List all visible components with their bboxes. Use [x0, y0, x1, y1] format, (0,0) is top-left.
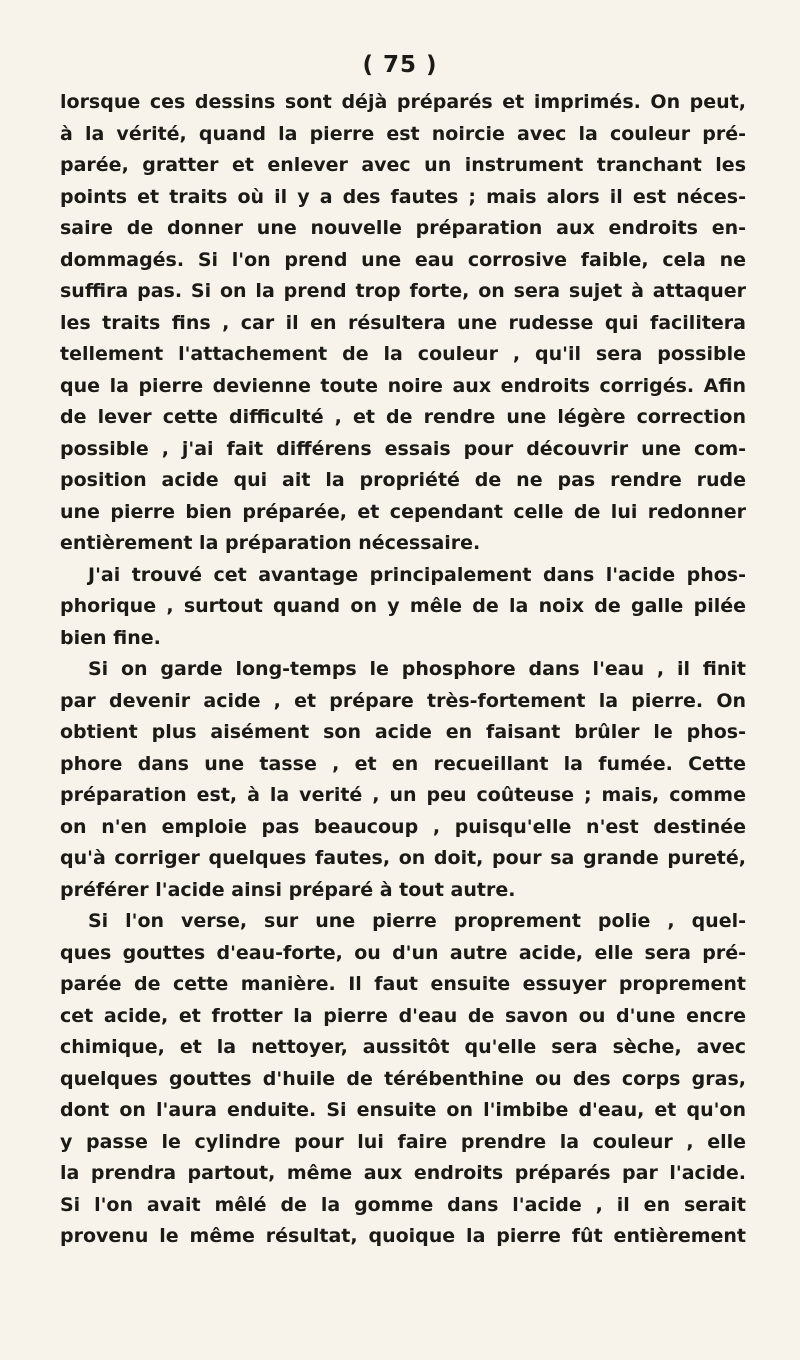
text-line: on n'en emploie pas beaucoup , puisqu'elle n'est destinée: [60, 815, 746, 838]
paragraph-3: [60, 654, 746, 906]
text-line: y passe le cylindre pour lui faire prendre la couleur , elle: [60, 1130, 746, 1153]
text-line: Si l'on avait mêlé de la gomme dans l'acide , il en serait: [60, 1193, 746, 1216]
page-number: ( 75 ): [362, 52, 438, 78]
text-line: points et traits où il y a des fautes ; mais alors il est néces-: [60, 185, 746, 208]
text-line: dont on l'aura enduite. Si ensuite on l'imbibe d'eau, et qu'on: [60, 1099, 746, 1121]
text-line: qu'à corriger quelques fautes, on doit, pour sa grande pureté,: [60, 847, 746, 869]
text-line: saire de donner une nouvelle préparation aux endroits en-: [60, 217, 746, 239]
text-line: ques gouttes d'eau-forte, ou d'un autre acide, elle sera pré-: [60, 941, 746, 964]
text-line: Si l'on verse, sur une pierre proprement polie , quel-: [88, 910, 746, 932]
text-line: préférer l'acide ainsi préparé à tout autre.: [60, 878, 516, 901]
text-line: chimique, et la nettoyer, aussitôt qu'elle sera sèche, avec: [60, 1036, 746, 1058]
text-line: Si on garde long-temps le phosphore dans l'eau , il finit: [88, 658, 746, 680]
text-line: phorique , surtout quand on y mêle de la noix de galle pilée: [60, 595, 746, 617]
text-line: provenu le même résultat, quoique la pierre fût entièrement: [60, 1225, 746, 1247]
text-line: phore dans une tasse , et en recueillant la fumée. Cette: [60, 752, 746, 775]
text-line: à la vérité, quand la pierre est noircie avec la couleur pré-: [60, 122, 746, 145]
page-body: [60, 87, 746, 1253]
text-line: préparation est, à la verité , un peu coûteuse ; mais, comme: [60, 784, 746, 806]
text-line: parée, gratter et enlever avec un instrument tranchant les: [60, 154, 746, 176]
text-line: suffira pas. Si on la prend trop forte, on sera sujet à attaquer: [60, 280, 746, 302]
text-line: entièrement la préparation nécessaire.: [60, 532, 481, 554]
text-line: que la pierre devienne toute noire aux endroits corrigés. Afin: [60, 374, 746, 397]
text-line: cet acide, et frotter la pierre d'eau de savon ou d'une encre: [60, 1004, 746, 1027]
text-line: quelques gouttes d'huile de térébenthine ou des corps gras,: [60, 1067, 746, 1090]
text-line: parée de cette manière. Il faut ensuite essuyer proprement: [60, 973, 746, 995]
text-line: tellement l'attachement de la couleur , qu'il sera possible: [60, 343, 746, 365]
text-line: par devenir acide , et prépare très-fortement la pierre. On: [60, 689, 746, 712]
text-line: dommagés. Si l'on prend une eau corrosive faible, cela ne: [60, 248, 746, 271]
text-line: possible , j'ai fait différens essais pour découvrir une com-: [60, 437, 746, 460]
text-line: position acide qui ait la propriété de ne pas rendre rude: [60, 469, 746, 491]
text-line: lorsque ces dessins sont déjà préparés et imprimés. On peut,: [60, 91, 746, 113]
text-line: les traits fins , car il en résultera une rudesse qui facilitera: [60, 311, 746, 334]
text-line: une pierre bien préparée, et cependant celle de lui redonner: [60, 500, 746, 523]
paragraph-2: [60, 560, 746, 655]
paragraph-4: [60, 906, 746, 1253]
text-line: obtient plus aisément son acide en faisant brûler le phos-: [60, 721, 746, 743]
text-line: bien fine.: [60, 626, 161, 649]
text-line: la prendra partout, même aux endroits préparés par l'acide.: [60, 1162, 746, 1184]
text-line: J'ai trouvé cet avantage principalement dans l'acide phos-: [88, 563, 746, 586]
paragraph-1: [60, 87, 746, 560]
text-line: de lever cette difficulté , et de rendre une légère correction: [60, 406, 746, 428]
